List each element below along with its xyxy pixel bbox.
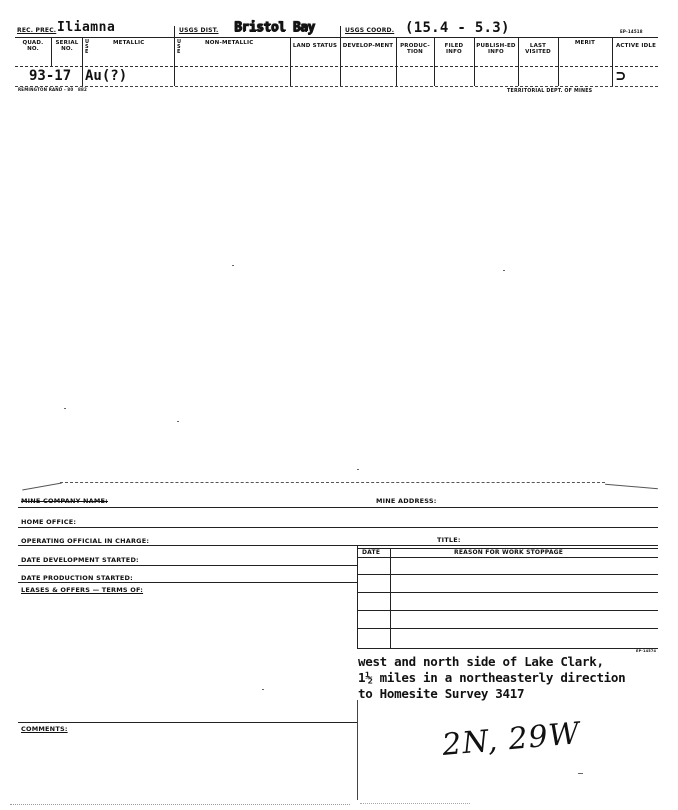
typed-location-line-1: west and north side of Lake Clark,	[358, 654, 604, 669]
col-filed-info: FILED INFO	[444, 43, 464, 55]
card-footer-right: TERRITORIAL DEPT. OF MINES	[507, 89, 593, 94]
typed-location-line-2: 1½ miles in a northeasterly direction	[358, 670, 626, 685]
active-idle-mark: ⊃	[616, 66, 626, 85]
metallic-value: Au(?)	[85, 68, 128, 84]
handwritten-location: 2N, 29W	[440, 716, 582, 763]
col-use-metallic: U S E	[85, 39, 90, 55]
col-active-idle: ACTIVE IDLE	[615, 43, 657, 49]
usgs-dist-value: Bristol Bay	[234, 20, 315, 35]
col-published-info: PUBLISH-ED INFO	[476, 43, 516, 55]
leases-offers-label: LEASES & OFFERS — TERMS OF:	[21, 586, 144, 594]
title-label: TITLE:	[437, 536, 461, 544]
card-footer-code: 882	[78, 87, 87, 92]
back-form-number: EP-14574	[636, 649, 657, 653]
comments-label: COMMENTS:	[21, 725, 68, 733]
quad-serial-value: 93-17	[29, 68, 72, 84]
mine-company-name-label: MINE COMPANY NAME:	[21, 497, 108, 505]
mine-address-label: MINE ADDRESS:	[376, 497, 437, 505]
col-metallic: METALLIC	[113, 40, 145, 46]
col-use-non-metallic: U S E	[177, 39, 182, 55]
col-serial-no: SERIAL NO.	[55, 40, 79, 52]
date-development-label: DATE DEVELOPMENT STARTED:	[21, 556, 139, 564]
usgs-coord-value: (15.4 - 5.3)	[405, 20, 510, 36]
home-office-label: HOME OFFICE:	[21, 518, 77, 526]
usgs-dist-label: USGS DIST.	[179, 27, 219, 34]
col-last-visited: LAST VISITED	[525, 43, 551, 55]
reason-column-label: REASON FOR WORK STOPPAGE	[454, 549, 564, 556]
col-land-status: LAND STATUS	[292, 43, 338, 49]
form-number: EP-14518	[620, 29, 643, 34]
rec-prec-value: Iliamna	[57, 20, 116, 35]
operating-official-label: OPERATING OFFICIAL IN CHARGE:	[21, 537, 150, 545]
date-production-label: DATE PRODUCTION STARTED:	[21, 574, 133, 582]
col-production: PRODUC-TION	[400, 43, 430, 55]
rec-prec-label: REC. PREC.	[17, 27, 57, 34]
typed-location-line-3: to Homesite Survey 3417	[358, 686, 525, 701]
col-merit: MERIT	[574, 40, 596, 46]
col-non-metallic: NON-METALLIC	[205, 40, 254, 46]
usgs-coord-label: USGS COORD.	[345, 27, 395, 34]
card-footer-left: REMINGTON RAND - 80	[18, 87, 74, 92]
col-quad-no: QUAD. NO.	[22, 40, 44, 52]
col-development: DEVELOP-MENT	[342, 43, 394, 49]
date-column-label: DATE	[362, 549, 381, 556]
